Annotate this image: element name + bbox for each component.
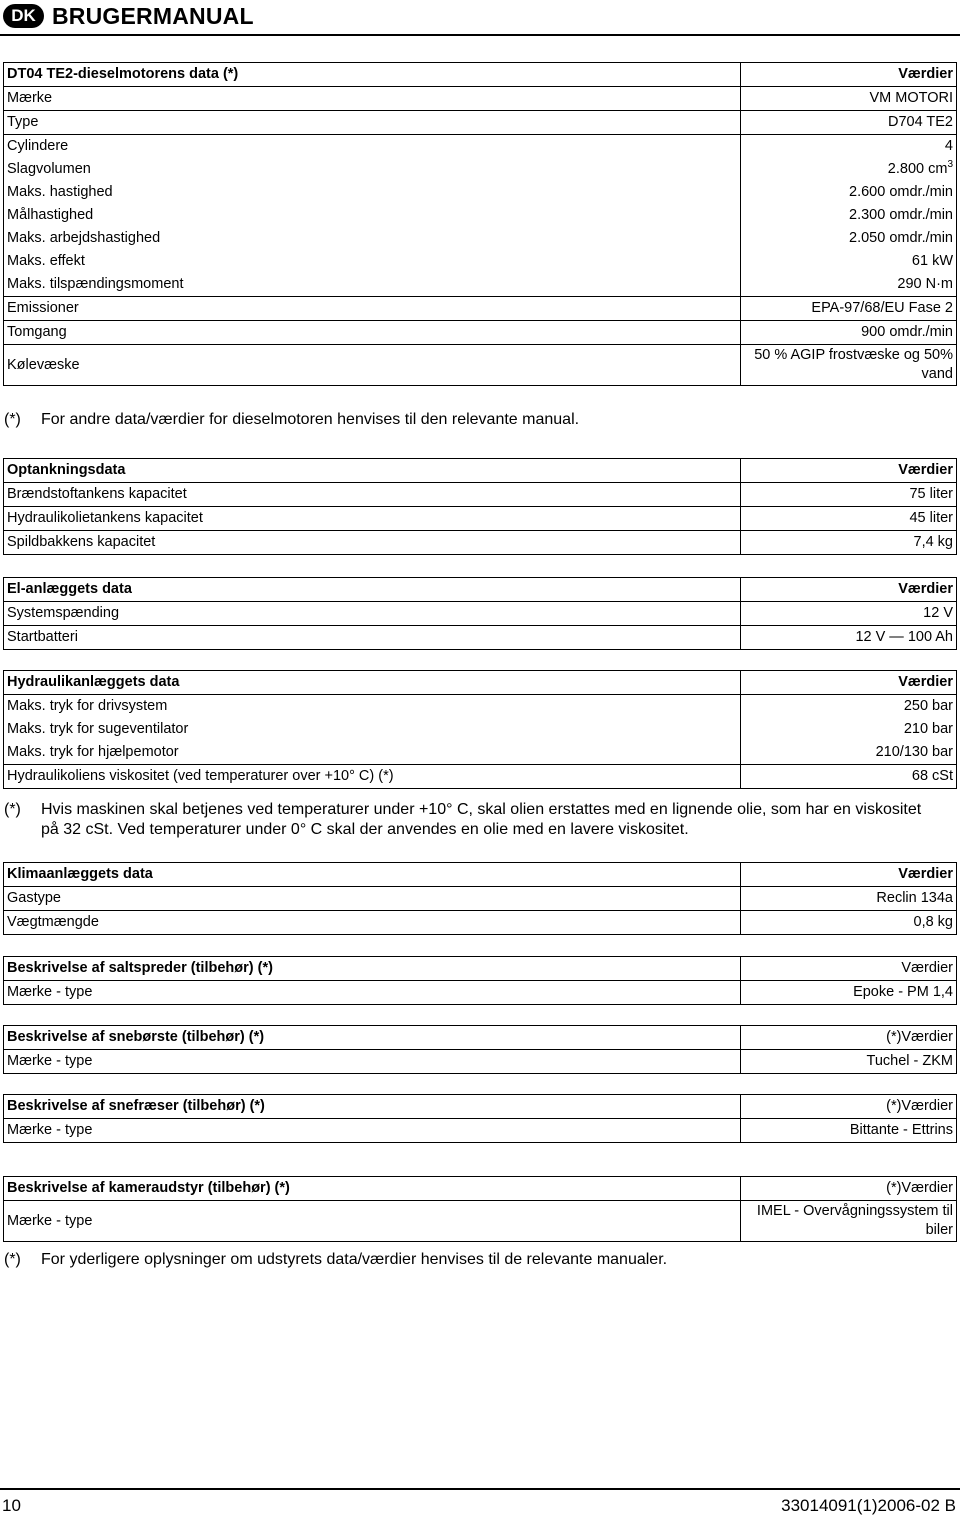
row-value: IMEL - Overvågningssystem til biler bbox=[741, 1201, 957, 1242]
table-row bbox=[4, 204, 957, 227]
table-title: Beskrivelse af snefræser (tilbehør) (*) bbox=[4, 1095, 741, 1119]
table-row bbox=[4, 981, 957, 1005]
row-label: Systemspænding bbox=[4, 602, 741, 626]
row-value: 250 bar bbox=[741, 695, 957, 719]
values-header: Værdier bbox=[741, 459, 957, 483]
table-row bbox=[4, 87, 957, 111]
table-row bbox=[4, 1119, 957, 1143]
table-row bbox=[4, 111, 957, 135]
table-row bbox=[4, 695, 957, 719]
table-row bbox=[4, 765, 957, 789]
table-row bbox=[4, 1201, 957, 1242]
row-value: 2.050 omdr./min bbox=[741, 227, 957, 250]
electrical-data-table bbox=[3, 577, 957, 650]
snow-blower-table bbox=[3, 1094, 957, 1143]
values-header: Værdier bbox=[741, 63, 957, 87]
row-label: Hydraulikolietankens kapacitet bbox=[4, 507, 741, 531]
values-header: Værdier bbox=[741, 671, 957, 695]
table-row bbox=[4, 321, 957, 345]
page-title: BRUGERMANUAL bbox=[52, 3, 254, 29]
header-divider bbox=[0, 34, 960, 36]
hydraulic-footnote bbox=[4, 800, 924, 840]
table-title: Beskrivelse af snebørste (tilbehør) (*) bbox=[4, 1026, 741, 1050]
values-header: (*)Værdier bbox=[741, 1177, 957, 1201]
row-value: 75 liter bbox=[741, 483, 957, 507]
row-value: 7,4 kg bbox=[741, 531, 957, 555]
table-row bbox=[4, 887, 957, 911]
row-label: Maks. arbejdshastighed bbox=[4, 227, 741, 250]
footnote-text: For andre data/værdier for dieselmotoren henvises til den relevante manual. bbox=[41, 411, 580, 428]
table-row bbox=[4, 158, 957, 181]
table-row bbox=[4, 626, 957, 650]
table-row bbox=[4, 507, 957, 531]
camera-footnote bbox=[4, 1250, 924, 1270]
values-header: (*)Værdier bbox=[741, 1095, 957, 1119]
values-header: Værdier bbox=[741, 957, 957, 981]
table-row bbox=[4, 531, 957, 555]
row-value: 2.300 omdr./min bbox=[741, 204, 957, 227]
row-label: Mærke - type bbox=[4, 1119, 741, 1143]
row-value bbox=[741, 158, 957, 181]
row-value: VM MOTORI bbox=[741, 87, 957, 111]
row-label: Maks. hastighed bbox=[4, 181, 741, 204]
table-title: Klimaanlæggets data bbox=[4, 863, 741, 887]
table-row bbox=[4, 181, 957, 204]
row-label: Brændstoftankens kapacitet bbox=[4, 483, 741, 507]
table-row bbox=[4, 602, 957, 626]
row-value-text: 2.800 cm bbox=[887, 161, 948, 177]
row-value: 45 liter bbox=[741, 507, 957, 531]
language-badge: DK bbox=[3, 4, 44, 28]
row-value: 12 V — 100 Ah bbox=[741, 626, 957, 650]
row-value: 12 V bbox=[741, 602, 957, 626]
footer-divider bbox=[0, 1488, 960, 1490]
table-row bbox=[4, 911, 957, 935]
row-value: 50 % AGIP frostvæske og 50% vand bbox=[741, 345, 957, 386]
row-label: Spildbakkens kapacitet bbox=[4, 531, 741, 555]
row-label: Cylindere bbox=[4, 135, 741, 159]
row-value: D704 TE2 bbox=[741, 111, 957, 135]
values-header: (*)Værdier bbox=[741, 1026, 957, 1050]
row-label: Mærke bbox=[4, 87, 741, 111]
table-title: Beskrivelse af saltspreder (tilbehør) (*) bbox=[4, 957, 741, 981]
table-row bbox=[4, 273, 957, 297]
row-value: 61 kW bbox=[741, 250, 957, 273]
table-row bbox=[4, 1050, 957, 1074]
engine-data-table bbox=[3, 62, 957, 386]
row-value: EPA-97/68/EU Fase 2 bbox=[741, 297, 957, 321]
row-label: Mærke - type bbox=[4, 1050, 741, 1074]
table-title: Optankningsdata bbox=[4, 459, 741, 483]
footnote-text: For yderligere oplysninger om udstyrets data/værdier henvises til de relevante manualer. bbox=[41, 1251, 668, 1268]
row-label: Startbatteri bbox=[4, 626, 741, 650]
row-label: Kølevæske bbox=[4, 345, 741, 386]
table-row bbox=[4, 718, 957, 741]
row-value: 0,8 kg bbox=[741, 911, 957, 935]
footnote-mark: (*) bbox=[4, 801, 21, 818]
table-title: Hydraulikanlæggets data bbox=[4, 671, 741, 695]
row-label: Maks. tryk for sugeventilator bbox=[4, 718, 741, 741]
row-label: Tomgang bbox=[4, 321, 741, 345]
row-label: Gastype bbox=[4, 887, 741, 911]
row-label: Maks. tryk for hjælpemotor bbox=[4, 741, 741, 765]
document-code: 33014091(1)2006-02 B bbox=[781, 1496, 956, 1515]
climate-data-table bbox=[3, 862, 957, 935]
table-row bbox=[4, 741, 957, 765]
row-value: Tuchel - ZKM bbox=[741, 1050, 957, 1074]
row-value: 2.600 omdr./min bbox=[741, 181, 957, 204]
footnote-mark: (*) bbox=[4, 411, 21, 428]
table-row bbox=[4, 345, 957, 386]
row-label: Type bbox=[4, 111, 741, 135]
hydraulic-data-table bbox=[3, 670, 957, 789]
row-label: Maks. tryk for drivsystem bbox=[4, 695, 741, 719]
row-value: 290 N·m bbox=[741, 273, 957, 297]
footnote-mark: (*) bbox=[4, 1251, 21, 1268]
row-label: Mærke - type bbox=[4, 1201, 741, 1242]
row-label: Mærke - type bbox=[4, 981, 741, 1005]
row-value: 68 cSt bbox=[741, 765, 957, 789]
table-row bbox=[4, 135, 957, 159]
footnote-text: Hvis maskinen skal betjenes ved temperaturer under +10° C, skal olien erstattes med en lignende olie, som har en viskositet på 32 cSt. Ved temperaturer under 0° C skal der anvendes en olie med en lavere viskositet. bbox=[41, 801, 922, 838]
table-title: El-anlæggets data bbox=[4, 578, 741, 602]
row-label: Maks. effekt bbox=[4, 250, 741, 273]
engine-footnote bbox=[4, 410, 924, 430]
page-header bbox=[0, 0, 960, 34]
values-header: Værdier bbox=[741, 863, 957, 887]
row-value: 210/130 bar bbox=[741, 741, 957, 765]
table-row bbox=[4, 297, 957, 321]
snow-brush-table bbox=[3, 1025, 957, 1074]
row-label: Maks. tilspændingsmoment bbox=[4, 273, 741, 297]
row-label: Målhastighed bbox=[4, 204, 741, 227]
table-title: Beskrivelse af kameraudstyr (tilbehør) (*) bbox=[4, 1177, 741, 1201]
row-label: Hydraulikoliens viskositet (ved temperaturer over +10° C) (*) bbox=[4, 765, 741, 789]
camera-equipment-table bbox=[3, 1176, 957, 1242]
row-value: Reclin 134a bbox=[741, 887, 957, 911]
superscript: 3 bbox=[947, 159, 953, 171]
row-value: 210 bar bbox=[741, 718, 957, 741]
values-header: Værdier bbox=[741, 578, 957, 602]
fuel-data-table bbox=[3, 458, 957, 555]
row-label: Emissioner bbox=[4, 297, 741, 321]
table-row bbox=[4, 483, 957, 507]
row-label: Vægtmængde bbox=[4, 911, 741, 935]
row-value: Bittante - Ettrins bbox=[741, 1119, 957, 1143]
row-label: Slagvolumen bbox=[4, 158, 741, 181]
salt-spreader-table bbox=[3, 956, 957, 1005]
row-value: 900 omdr./min bbox=[741, 321, 957, 345]
row-value: Epoke - PM 1,4 bbox=[741, 981, 957, 1005]
row-value: 4 bbox=[741, 135, 957, 159]
table-title: DT04 TE2-dieselmotorens data (*) bbox=[4, 63, 741, 87]
table-row bbox=[4, 250, 957, 273]
page-number: 10 bbox=[2, 1496, 21, 1515]
table-row bbox=[4, 227, 957, 250]
